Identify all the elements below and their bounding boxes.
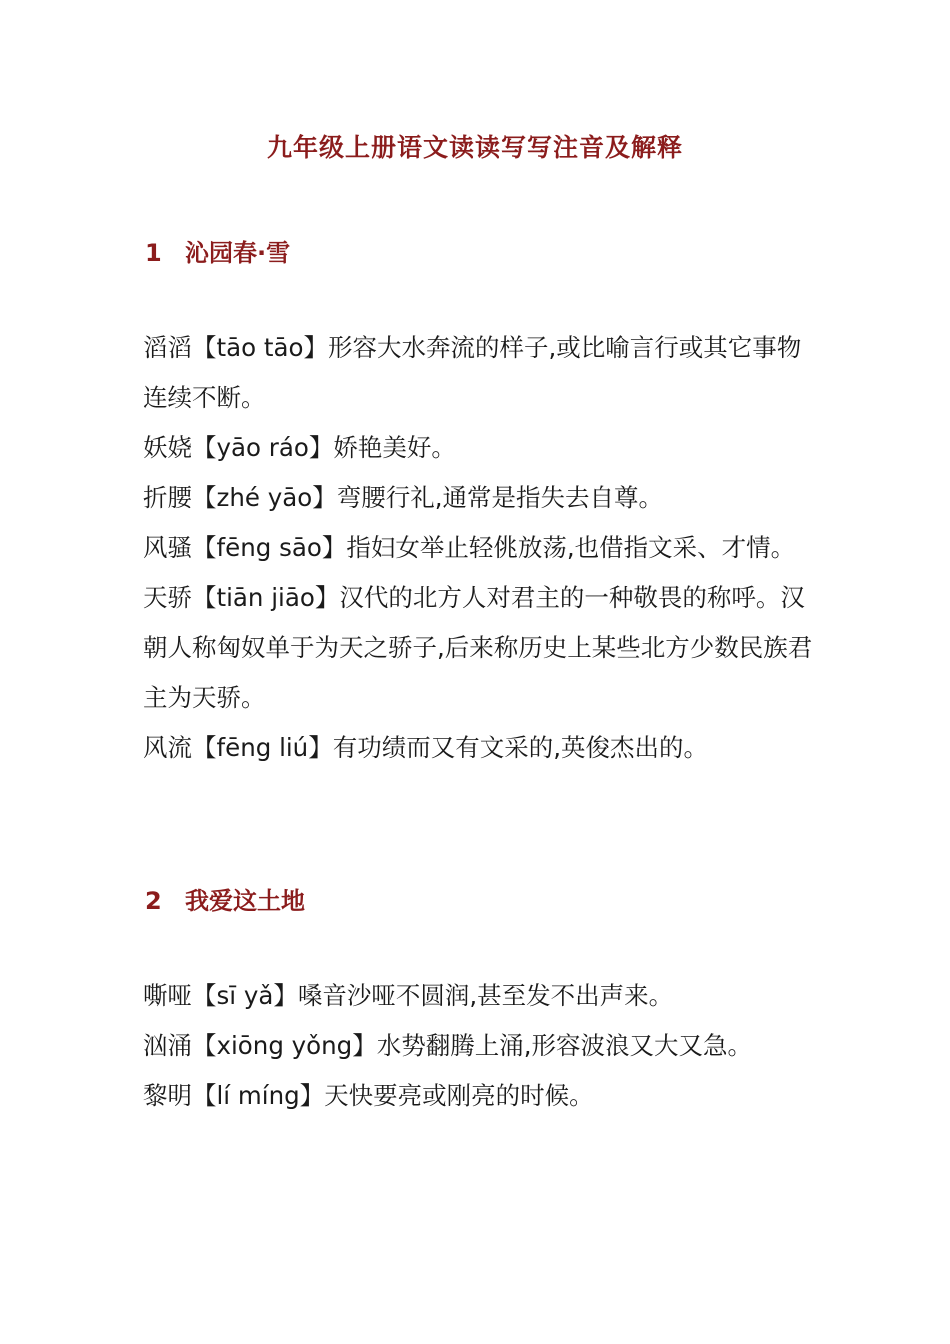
entry-definition: 形容大水奔流的样子,或比喻言行或其它事物连续不断。 (143, 333, 802, 412)
section-title: 沁园春·雪 (185, 239, 291, 267)
document-title: 九年级上册语文读读写写注音及解释 (266, 133, 683, 162)
section-number: 2 (145, 887, 162, 915)
entry-definition: 汉代的北方人对君主的一种敬畏的称呼。汉朝人称匈奴单于为天之骄子,后来称历史上某些北方少数民族君主为天骄。 (143, 583, 813, 712)
entry-pinyin: 【lí míng】 (192, 1081, 325, 1110)
vocabulary-entry (143, 323, 813, 423)
section-number: 1 (145, 239, 162, 267)
entry-definition: 指妇女举止轻佻放荡,也借指文采、才情。 (346, 533, 796, 562)
vocabulary-entry (143, 1021, 813, 1071)
section-heading-1 (145, 233, 290, 268)
entry-definition: 天快要亮或刚亮的时候。 (324, 1081, 594, 1110)
vocabulary-list-2 (143, 971, 813, 1121)
vocabulary-entry (143, 423, 813, 473)
entry-definition: 娇艳美好。 (333, 433, 456, 462)
vocabulary-entry (143, 473, 813, 523)
entry-word: 风骚 (143, 533, 192, 562)
entry-definition: 弯腰行礼,通常是指失去自尊。 (336, 483, 664, 512)
entry-word: 风流 (143, 733, 192, 762)
entry-word: 汹涌 (143, 1031, 192, 1060)
vocabulary-entry (143, 971, 813, 1021)
entry-pinyin: 【fēng sāo】 (192, 533, 347, 562)
entry-pinyin: 【fēng liú】 (192, 733, 333, 762)
entry-pinyin: 【tiān jiāo】 (192, 583, 340, 612)
section-title: 我爱这土地 (185, 887, 305, 915)
entry-definition: 有功绩而又有文采的,英俊杰出的。 (332, 733, 709, 762)
entry-word: 天骄 (143, 583, 192, 612)
entry-pinyin: 【zhé yāo】 (192, 483, 337, 512)
vocabulary-entry (143, 523, 813, 573)
vocabulary-entry (143, 1071, 813, 1121)
entry-word: 折腰 (143, 483, 192, 512)
vocabulary-entry (143, 723, 813, 773)
entry-pinyin: 【sī yǎ】 (192, 981, 298, 1010)
entry-pinyin: 【yāo ráo】 (192, 433, 334, 462)
vocabulary-entry (143, 573, 813, 723)
entry-word: 嘶哑 (143, 981, 192, 1010)
entry-definition: 嗓音沙哑不圆润,甚至发不出声来。 (297, 981, 674, 1010)
entry-word: 黎明 (143, 1081, 192, 1110)
vocabulary-list-1 (143, 323, 813, 773)
entry-definition: 水势翻腾上涌,形容波浪又大又急。 (376, 1031, 753, 1060)
section-heading-2 (145, 881, 305, 916)
entry-pinyin: 【xiōng yǒng】 (192, 1031, 377, 1060)
entry-word: 妖娆 (143, 433, 192, 462)
entry-pinyin: 【tāo tāo】 (192, 333, 329, 362)
entry-word: 滔滔 (143, 333, 192, 362)
